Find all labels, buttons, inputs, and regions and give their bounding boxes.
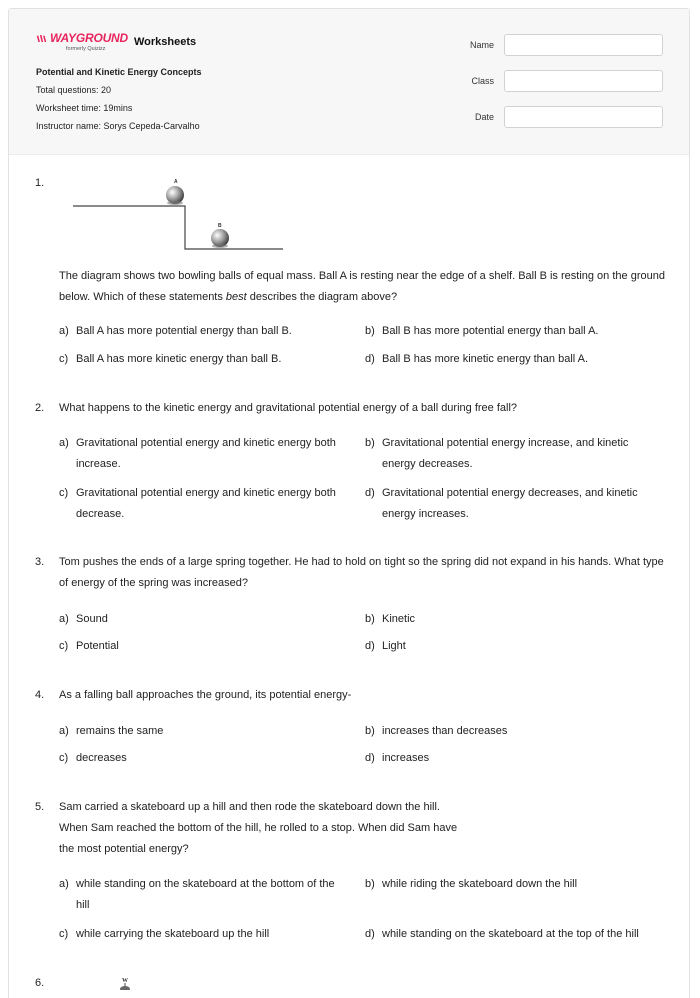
option-letter: b) [365,878,375,890]
question-number: 4. [35,689,45,701]
label-b: B [218,223,222,229]
question-number: 5. [35,801,45,813]
option-letter: b) [365,725,375,737]
question-list [8,0,690,990]
shelf-outline [73,206,283,249]
question-text-line: the most potential energy? [59,843,189,855]
option-text: Ball B has more potential energy than ball A. [382,325,599,337]
question-text-line: Sam carried a skateboard up a hill and then rode the skateboard down the hill. [59,801,440,813]
option-text: Ball A has more kinetic energy than ball B. [76,353,282,365]
logo-text: WAYGROUND [50,31,128,45]
option-text: Potential [76,640,119,652]
date-label: Date [474,112,494,122]
option-letter: c) [59,487,69,499]
option-text: Gravitational potential energy and kinetic energy both decrease. [76,487,336,520]
option-text: while standing on the skateboard at the bottom of the hill [76,878,335,911]
option-letter: d) [365,487,375,499]
option-text: increases [382,752,430,764]
question-text-part: The diagram shows two bowling balls of equal mass. Ball A is resting near the edge of a shelf. Ball B is resting on the ground below. Which of these statements [59,270,665,303]
worksheet-title: Potential and Kinetic Energy Concepts [36,67,202,77]
shelf-diagram [71,172,291,252]
option-text: increases than decreases [382,725,508,737]
option-letter: c) [59,752,69,764]
option-letter: d) [365,752,375,764]
option-letter: a) [59,725,69,737]
option-text: Sound [76,613,108,625]
question-text-emphasis: best [225,291,247,303]
question-number: 1. [35,177,45,189]
option-text: Ball B has more kinetic energy than ball A. [382,353,589,365]
ball-b [211,229,229,248]
option-text: Gravitational potential energy decreases, and kinetic energy increases. [382,487,638,520]
question-text-part: describes the diagram above? [246,291,398,303]
question-number: 6. [35,977,45,989]
question-text: What happens to the kinetic energy and gravitational potential energy of a ball during free fall? [59,402,518,414]
pendulum-diagram [115,976,135,990]
question-number: 2. [35,402,45,414]
label-w: W [122,978,128,984]
name-label: Name [469,40,494,50]
question-text: As a falling ball approaches the ground, its potential energy- [59,689,352,701]
question-text [59,266,669,308]
brand-title: Worksheets [134,36,197,48]
question-text-line: When Sam reached the bottom of the hill, he rolled to a stop. When did Sam have [59,822,458,834]
option-letter: c) [59,928,69,940]
instructor-name: Instructor name: Sorys Cepeda-Carvalho [36,121,200,131]
option-letter: d) [365,640,375,652]
option-letter: a) [59,878,69,890]
option-text: while standing on the skateboard at the top of the hill [382,928,639,940]
option-letter: a) [59,613,69,625]
option-letter: d) [365,928,375,940]
option-text: while carrying the skateboard up the hill [76,928,270,940]
option-text: remains the same [76,725,164,737]
question-text [59,797,669,860]
option-letter: d) [365,353,375,365]
worksheet-time: Worksheet time: 19mins [36,103,133,113]
option-text: Gravitational potential energy and kinetic energy both increase. [76,437,336,470]
option-letter: c) [59,640,69,652]
option-text: Kinetic [382,613,416,625]
option-letter: b) [365,437,375,449]
option-text: Light [382,640,406,652]
total-questions: Total questions: 20 [36,85,112,95]
option-letter: a) [59,325,69,337]
option-text: while riding the skateboard down the hill [382,878,578,890]
option-text: Gravitational potential energy increase, and kinetic energy decreases. [382,437,629,470]
option-letter: c) [59,353,69,365]
ball-a [166,186,184,205]
pendulum-bob [120,986,130,990]
option-text: decreases [76,752,127,764]
option-letter: a) [59,437,69,449]
question-number: 3. [35,556,45,568]
class-label: Class [471,76,494,86]
logo-subtitle: formerly Quizizz [66,46,106,52]
label-a: A [174,179,178,185]
option-letter: b) [365,325,375,337]
option-text: Ball A has more potential energy than ball B. [76,325,292,337]
option-letter: b) [365,613,375,625]
question-text: Tom pushes the ends of a large spring together. He had to hold on tight so the spring did not expand in his hands. What type of energy of the spring was increased? [59,556,664,589]
